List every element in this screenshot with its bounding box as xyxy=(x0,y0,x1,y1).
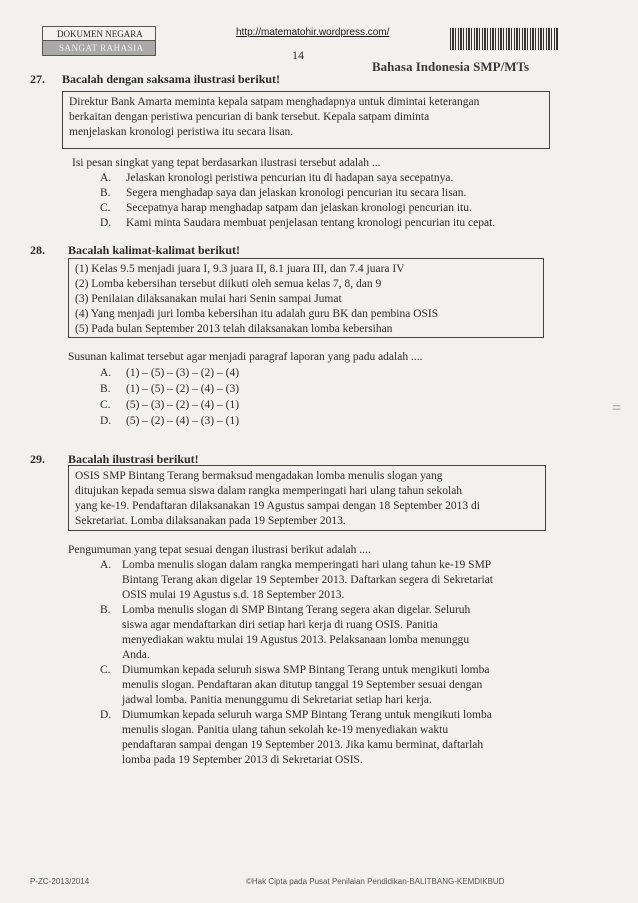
option-text-line: Bintang Terang akan digelar 19 September 2013. Daftarkan segera di Sekretariat xyxy=(122,574,493,586)
page-number: 14 xyxy=(292,48,304,62)
option-letter: C. xyxy=(100,399,111,411)
q29-option-c[interactable] xyxy=(100,663,548,711)
option-text-line: menulis slogan. Pendaftaran akan ditutup tanggal 19 September sesuai dengan xyxy=(122,679,483,691)
q27-option-b[interactable] xyxy=(100,186,560,201)
footer-copyright: ©Hak Cipta pada Pusat Penilaian Pendidikan-BALITBANG-KEMDIKBUD xyxy=(246,877,505,886)
q27-illustration-box xyxy=(62,91,550,149)
q27-box-line: menjelaskan kronologi peristiwa itu secara lisan. xyxy=(69,126,294,138)
option-text: (5) – (2) – (4) – (3) – (1) xyxy=(126,415,240,427)
option-letter: C. xyxy=(100,202,111,214)
q27-box-line: berkaitan dengan peristiwa pencurian di bank tersebut. Kepala satpam diminta xyxy=(69,111,430,123)
q27-number: 27. xyxy=(30,72,45,86)
option-text-line: Diumumkan kepada seluruh warga SMP Bintang Terang untuk mengikuti lomba xyxy=(122,709,492,721)
option-text-line: Lomba menulis slogan di SMP Bintang Terang segera akan digelar. Seluruh xyxy=(122,604,471,616)
q29-box-line: yang ke-19. Pendaftaran dilaksanakan 19 Agustus sampai dengan 18 September 2013 di xyxy=(75,500,480,512)
option-text-line: pendaftaran sampai dengan 19 September 2013. Jika kamu berminat, daftarlah xyxy=(122,739,484,751)
source-url[interactable] xyxy=(236,27,389,38)
q29-illustration-box xyxy=(68,465,546,531)
q28-option-c[interactable] xyxy=(100,398,400,413)
q29-option-a[interactable] xyxy=(100,558,548,606)
q28-sentence: (5) Pada bulan September 2013 telah dilaksanakan lomba kebersihan xyxy=(75,323,393,335)
source-url-link[interactable]: http://matematohir.wordpress.com/ xyxy=(236,27,390,38)
q27-option-d[interactable] xyxy=(100,216,560,231)
q27-instruction: Bacalah dengan saksama ilustrasi berikut! xyxy=(62,72,281,86)
q29-option-d[interactable] xyxy=(100,708,548,770)
option-letter: A. xyxy=(100,172,112,184)
option-text: (1) – (5) – (3) – (2) – (4) xyxy=(126,367,240,379)
option-text-line: Diumumkan kepada seluruh siswa SMP Bintang Terang untuk mengikuti lomba xyxy=(122,664,490,676)
q28-sentence: (2) Lomba kebersihan tersebut diikuti oleh semua kelas 7, 8, dan 9 xyxy=(75,278,382,290)
option-text-line: menulis slogan. Panitia ulang tahun sekolah ke-19 menyediakan waktu xyxy=(122,724,449,736)
barcode-image xyxy=(450,28,558,50)
q28-sentences-box xyxy=(68,258,544,338)
q29-box-line: OSIS SMP Bintang Terang bermaksud mengadakan lomba menulis slogan yang xyxy=(75,470,443,482)
q27-box-line: Direktur Bank Amarta meminta kepala satpam menghadapnya untuk dimintai keterangan xyxy=(69,96,480,108)
option-letter: B. xyxy=(100,383,111,395)
option-letter: B. xyxy=(100,604,111,616)
q28-option-d[interactable] xyxy=(100,414,400,429)
q29-box-line: ditujukan kepada semua siswa dalam rangka memperingati hari ulang tahun sekolah xyxy=(75,485,463,497)
q27-option-a[interactable] xyxy=(100,171,560,186)
q28-sentence: (3) Penilaian dilaksanakan mulai hari Senin sampai Jumat xyxy=(75,293,342,305)
q28-stem: Susunan kalimat tersebut agar menjadi paragraf laporan yang padu adalah .... xyxy=(68,351,423,363)
option-text-line: Anda. xyxy=(122,649,150,661)
option-text-line: menyediakan waktu mulai 19 Agustus 2013. Pelaksanaan lomba menunggu xyxy=(122,634,470,646)
option-text: (1) – (5) – (2) – (4) – (3) xyxy=(126,383,240,395)
option-text: Jelaskan kronologi peristiwa pencurian itu di hadapan saya secepatnya. xyxy=(126,172,454,184)
option-letter: C. xyxy=(100,664,111,676)
q28-option-a[interactable] xyxy=(100,366,400,381)
option-text-line: OSIS mulai 19 Agustus s.d. 18 September 2013. xyxy=(122,589,345,601)
option-letter: D. xyxy=(100,709,112,721)
doc-secret-label: SANGAT RAHASIA xyxy=(43,41,155,55)
option-letter: D. xyxy=(100,415,112,427)
q28-number: 28. xyxy=(30,243,45,257)
q29-number: 29. xyxy=(30,452,45,466)
q29-option-b[interactable] xyxy=(100,603,548,665)
margin-mark: = xyxy=(612,400,622,417)
document-classification-box xyxy=(42,26,156,56)
option-letter: B. xyxy=(100,187,111,199)
option-text-line: jadwal lomba. Panitia menunggumu di Sekretariat setiap hari kerja. xyxy=(122,694,432,706)
doc-label: DOKUMEN NEGARA xyxy=(43,27,155,41)
q29-box-line: Sekretariat. Lomba dilaksanakan pada 19 September 2013. xyxy=(75,515,346,527)
q28-sentence: (1) Kelas 9.5 menjadi juara I, 9.3 juara II, 8.1 juara III, dan 7.4 juara IV xyxy=(75,263,405,275)
option-letter: A. xyxy=(100,559,112,571)
q28-instruction: Bacalah kalimat-kalimat berikut! xyxy=(68,243,241,257)
q28-sentence: (4) Yang menjadi juri lomba kebersihan itu adalah guru BK dan pembina OSIS xyxy=(75,308,439,320)
option-text-line: siswa agar mendaftarkan diri setiap hari kerja di ruang OSIS. Panitia xyxy=(122,619,438,631)
option-letter: D. xyxy=(100,217,112,229)
option-text: Secepatnya harap menghadap satpam dan jelaskan kronologi pencurian itu. xyxy=(126,202,472,214)
q29-instruction: Bacalah ilustrasi berikut! xyxy=(68,452,199,466)
subject-title: Bahasa Indonesia SMP/MTs xyxy=(372,59,530,74)
footer-code: P-ZC-2013/2014 xyxy=(30,877,90,886)
q28-option-b[interactable] xyxy=(100,382,400,397)
option-text-line: Lomba menulis slogan dalam rangka memperingati hari ulang tahun ke-19 SMP xyxy=(122,559,492,571)
option-text: Segera menghadap saya dan jelaskan kronologi pencurian itu secara lisan. xyxy=(126,187,467,199)
q27-option-c[interactable] xyxy=(100,201,560,216)
option-text: (5) – (3) – (2) – (4) – (1) xyxy=(126,399,240,411)
option-text: Kami minta Saudara membuat penjelasan tentang kronologi pencurian itu cepat. xyxy=(126,217,496,229)
option-letter: A. xyxy=(100,367,112,379)
option-text-line: lomba pada 19 September 2013 di Sekretariat OSIS. xyxy=(122,754,363,766)
q27-stem: Isi pesan singkat yang tepat berdasarkan ilustrasi tersebut adalah ... xyxy=(72,157,381,169)
q29-stem: Pengumuman yang tepat sesuai dengan ilustrasi berikut adalah .... xyxy=(68,544,371,556)
